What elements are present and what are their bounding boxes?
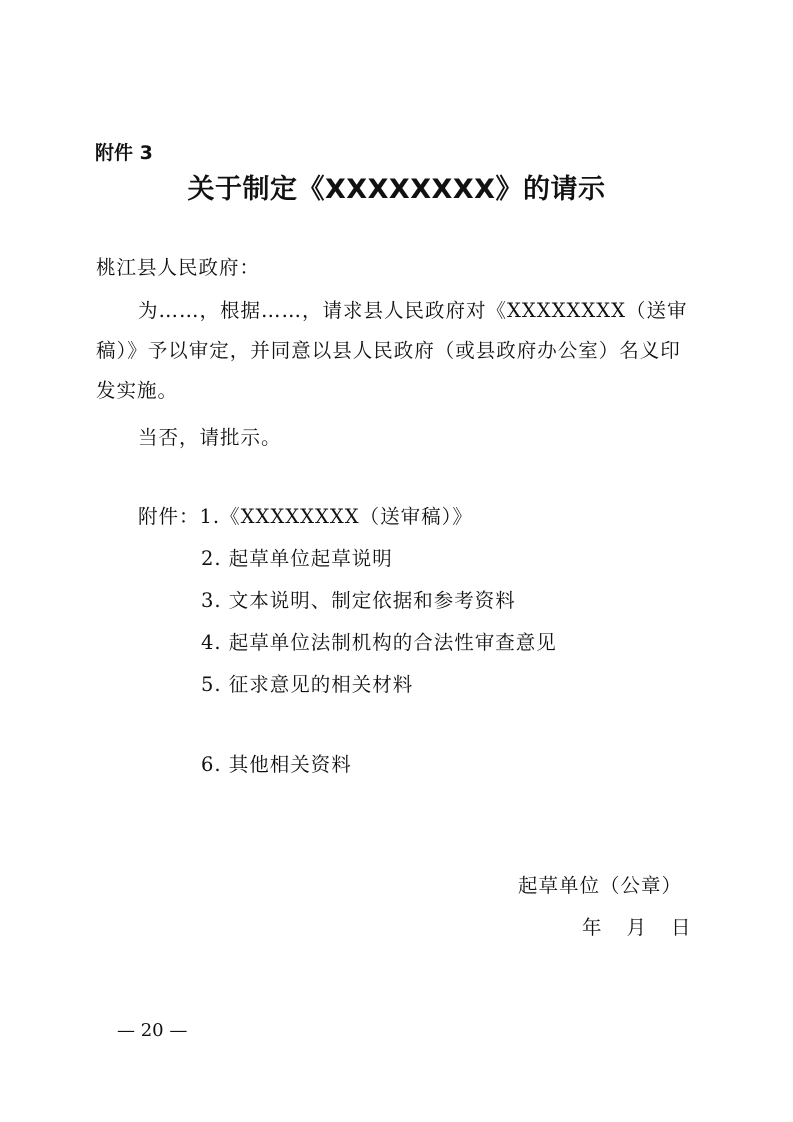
attachment-item: 5. 征求意见的相关材料	[201, 673, 414, 696]
attachment-label: 附件 3	[95, 142, 153, 164]
attachment-item: 2. 起草单位起草说明	[201, 547, 393, 570]
date-year: 年	[582, 916, 603, 939]
attachment-item: 4. 起草单位法制机构的合法性审查意见	[201, 631, 557, 654]
page-number: — 20 —	[117, 1020, 188, 1041]
main-paragraph-text: 为……，根据……，请求县人民政府对《XXXXXXXX（送审稿）》予以审定，并同意以县人民政府（或县政府办公室）名义印发实施。	[96, 299, 688, 402]
date-month: 月	[626, 916, 648, 939]
attachment-item: 1.《XXXXXXXX（送审稿）》	[199, 505, 473, 528]
attachments-first-line	[138, 497, 473, 537]
attachment-item: 3. 文本说明、制定依据和参考资料	[201, 589, 516, 612]
addressee: 桃江县人民政府：	[96, 256, 261, 279]
closing-line: 当否，请批示。	[138, 426, 282, 449]
attachment-item: 6. 其他相关资料	[201, 753, 352, 776]
date-day: 日	[671, 916, 692, 939]
document-title: 关于制定《XXXXXXXX》的请示	[187, 174, 606, 205]
attachments-label: 附件：	[138, 505, 200, 528]
date-line	[582, 908, 692, 948]
drafting-unit-seal: 起草单位（公章）	[518, 874, 683, 897]
main-paragraph	[96, 291, 696, 411]
